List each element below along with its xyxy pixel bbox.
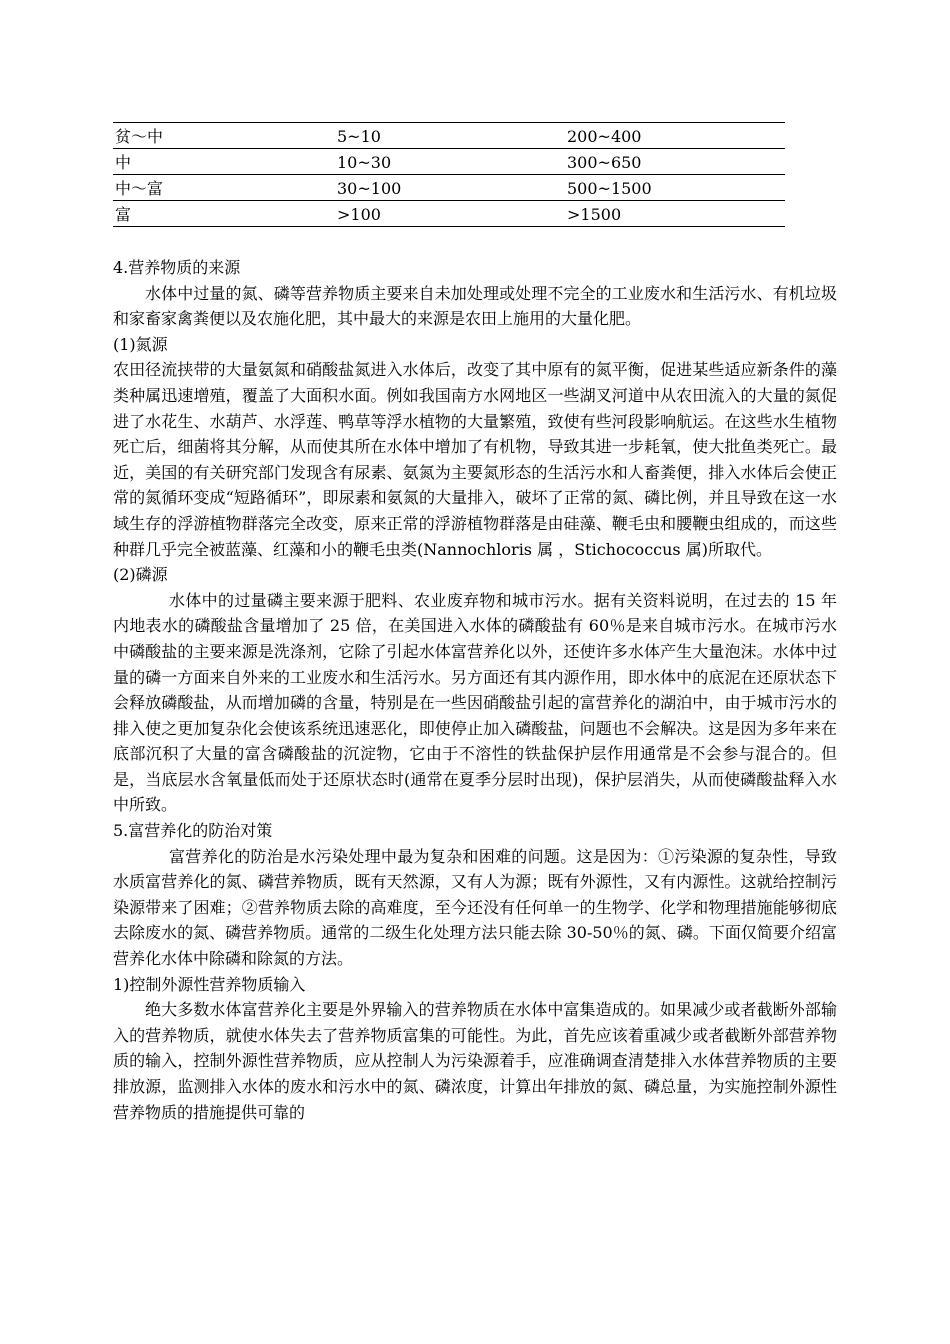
table-row (113, 123, 785, 149)
nitrogen-heading: (1)氮源 (113, 334, 168, 354)
table-cell: 5~10 (335, 123, 565, 149)
table-cell: 中 (113, 149, 335, 175)
section-4-intro: 水体中过量的氮、磷等营养物质主要来自未加处理或处理不完全的工业废水和生活污水、有机垃圾和家畜家禽粪便以及农施化肥，其中最大的来源是农田上施用的大量化肥。 (113, 283, 837, 329)
table-cell: 300~650 (565, 149, 785, 175)
table-row (113, 149, 785, 175)
body-text (113, 255, 837, 1125)
table-cell: >100 (335, 201, 565, 227)
table-cell: 500~1500 (565, 175, 785, 201)
section-5-heading: 5.富营养化的防治对策 (113, 821, 273, 841)
table-row (113, 201, 785, 227)
table-cell: 200~400 (565, 123, 785, 149)
section-4-heading: 4.营养物质的来源 (113, 258, 241, 277)
sub-1-heading: 1)控制外源性营养物质输入 (113, 974, 306, 994)
table-cell: 中～富 (113, 175, 335, 201)
document-page (113, 122, 837, 1125)
sub-1-paragraph: 绝大多数水体富营养化主要是外界输入的营养物质在水体中富集造成的。如果减少或者截断外部输入的营养物质，就使水体失去了营养物质富集的可能性。为此，首先应该着重减少或者截断外部营养物质的输入，控制外源性营养物质，应从控制人为污染源着手，应准确调查清楚排入水体营养物质的主要排放源，监测排入水体的废水和污水中的氮、磷浓度，计算出年排放的氮、磷总量，为实施控制外源性营养物质的措施提供可靠的 (113, 1000, 837, 1122)
trophic-level-table (113, 122, 785, 227)
phosphorus-heading: (2)磷源 (113, 565, 168, 585)
table-cell: >1500 (565, 201, 785, 227)
section-5-intro: 富营养化的防治是水污染处理中最为复杂和困难的问题。这是因为：①污染源的复杂性，导致水质富营养化的氮、磷营养物质，既有天然源，又有人为源；既有外源性，又有内源性。这就给控制污染源带来了困难；②营养物质去除的高难度，至今还没有任何单一的生物学、化学和物理措施能够彻底去除废水的氮、磷营养物质。通常的二级生化处理方法只能去除 30-50％的氮、磷。下面仅简要介绍富营养化水体中除磷和除氮的方法。 (113, 846, 837, 969)
table-cell: 富 (113, 201, 335, 227)
table-cell: 贫～中 (113, 123, 335, 149)
table-cell: 10~30 (335, 149, 565, 175)
table-cell: 30~100 (335, 175, 565, 201)
phosphorus-paragraph: 水体中的过量磷主要来源于肥料、农业废弃物和城市污水。据有关资料说明，在过去的 15 年内地表水的磷酸盐含量增加了 25 倍，在美国进入水体的磷酸盐有 60％是来自城市污水。在城市污水中磷酸盐的主要来源是洗涤剂，它除了引起水体富营养化以外，还使许多水体产生大量泡沫。水体中过量的磷一方面来自外来的工业废水和生活污水。另方面还有其内源作用，即水体中的底泥在还原状态下会释放磷酸盐，从而增加磷的含量，特别是在一些因硝酸盐引起的富营养化的湖泊中，由于城市污水的排入使之更加复杂化会使该系统迅速恶化，即使停止加入磷酸盐，问题也不会解决。这是因为多年来在底部沉积了大量的富含磷酸盐的沉淀物，它由于不溶性的铁盐保护层作用通常是不会参与混合的。但是，当底层水含氧量低而处于还原状态时(通常在夏季分层时出现)，保护层消失，从而使磷酸盐释入水中所致。 (113, 590, 837, 815)
table-row (113, 175, 785, 201)
nitrogen-paragraph: 农田径流挟带的大量氨氮和硝酸盐氮进入水体后，改变了其中原有的氮平衡，促进某些适应新条件的藻类种属迅速增殖，覆盖了大面积水面。例如我国南方水网地区一些湖叉河道中从农田流入的大量的氮促进了水花生、水葫芦、水浮莲、鸭草等浮水植物的大量繁殖，致使有些河段影响航运。在这些水生植物死亡后，细菌将其分解，从而使其所在水体中增加了有机物，导致其进一步耗氧，使大批鱼类死亡。最近，美国的有关研究部门发现含有尿素、氨氮为主要氮形态的生活污水和人畜粪便，排入水体后会使正常的氮循环变成“短路循环”，即尿素和氨氮的大量排入，破坏了正常的氮、磷比例，并且导致在这一水域生存的浮游植物群落完全改变，原来正常的浮游植物群落是由硅藻、鞭毛虫和腰鞭虫组成的，而这些种群几乎完全被蓝藻、红藻和小的鞭毛虫类(Nannochloris 属 ，Stichococcus 属)所取代。 (113, 360, 837, 559)
